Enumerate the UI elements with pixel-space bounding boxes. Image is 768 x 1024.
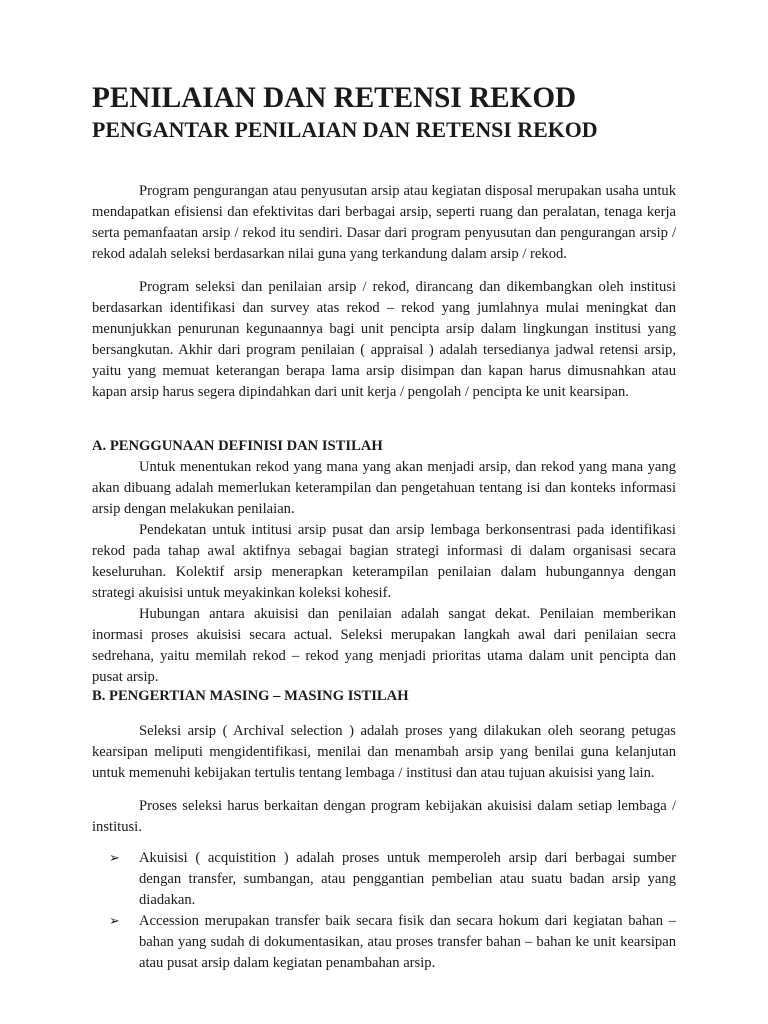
list-item (92, 911, 676, 974)
section-a-paragraph: Hubungan antara akuisisi dan penilaian adalah sangat dekat. Penilaian memberikan inormasi proses akuisisi secara actual. Seleksi merupakan langkah awal dari penilaian secra sedrehana, yaitu memilah rekod – rekod yang menjadi prioritas utama dalam unit pencipta dan pusat arsip. (92, 606, 676, 685)
section-a-heading: A. PENGGUNAAN DEFINISI DAN ISTILAH (92, 438, 383, 454)
document-title: PENILAIAN DAN RETENSI REKOD (92, 82, 577, 114)
list-item-text: Akuisisi ( acquistition ) adalah proses untuk memperoleh arsip dari berbagai sumber dengan transfer, sumbangan, atau penggantian pembelian atau suatu badan arsip yang diadakan. (139, 850, 676, 908)
section-b (92, 686, 676, 974)
arrow-bullet-icon: ➢ (109, 914, 120, 929)
section-b-paragraph: Seleksi arsip ( Archival selection ) adalah proses yang dilakukan oleh seorang petugas kearsipan meliputi mengidentifikasi, menilai dan menambah arsip yang benilai guna kelanjutan untuk memenuhi kebijakan tertulis tentang lembaga / institusi dan atau tujuan akuisisi yang lain. (92, 723, 676, 781)
section-a (92, 436, 676, 688)
arrow-bullet-icon: ➢ (109, 851, 120, 866)
bullet-list (92, 848, 676, 974)
document-subtitle: PENGANTAR PENILAIAN DAN RETENSI REKOD (92, 117, 598, 142)
list-item-text: Accession merupakan transfer baik secara fisik dan secara hokum dari kegiatan bahan – bahan yang sudah di dokumentasikan, atau proses transfer bahan – bahan ke unit kearsipan atau pusat arsip dalam kegiatan penambahan arsip. (139, 913, 676, 971)
section-b-heading: B. PENGERTIAN MASING – MASING ISTILAH (92, 688, 409, 704)
section-b-paragraph: Proses seleksi harus berkaitan dengan program kebijakan akuisisi dalam setiap lembaga / institusi. (92, 798, 676, 835)
intro-paragraph: Program seleksi dan penilaian arsip / rekod, dirancang dan dikembangkan oleh institusi berdasarkan identifikasi dan survey atas rekod – rekod yang jumlahnya mulai meningkat dan menunjukkan penurunan kegunaannya bagi unit pencipta arsip dalam lingkungan institusi yang bersangkutan. Akhir dari program penilaian ( appraisal ) adalah tersedianya jadwal retensi arsip, yaitu yang memuat keterangan berapa lama arsip disimpan dan kapan harus dimusnahkan atau kapan arsip harus segera dipindahkan dari unit kerja / pengolah / pencipta ke unit kearsipan. (92, 279, 676, 400)
intro-section (92, 181, 676, 403)
section-a-paragraph: Untuk menentukan rekod yang mana yang akan menjadi arsip, dan rekod yang mana yang akan dibuang adalah memerlukan keterampilan dan pengetahuan tentang isi dan konteks informasi arsip dengan melakukan penilaian. (92, 459, 676, 517)
section-a-paragraph: Pendekatan untuk intitusi arsip pusat dan arsip lembaga berkonsentrasi pada identifikasi rekod pada tahap awal aktifnya sebagai bagian strategi informasi di dalam organisasi secara keseluruhan. Kolektif arsip menerapkan keterampilan penilaian dalam hubungannya dengan strategi akuisisi untuk meyakinkan koleksi kohesif. (92, 522, 676, 601)
intro-paragraph: Program pengurangan atau penyusutan arsip atau kegiatan disposal merupakan usaha untuk mendapatkan efisiensi dan efektivitas dari berbagai arsip, seperti ruang dan peralatan, tenaga kerja serta pemanfaatan arsip / rekod itu sendiri. Dasar dari program penyusutan dan pengurangan arsip / rekod adalah seleksi berdasarkan nilai guna yang terkandung dalam arsip / rekod. (92, 183, 676, 262)
list-item (92, 848, 676, 911)
